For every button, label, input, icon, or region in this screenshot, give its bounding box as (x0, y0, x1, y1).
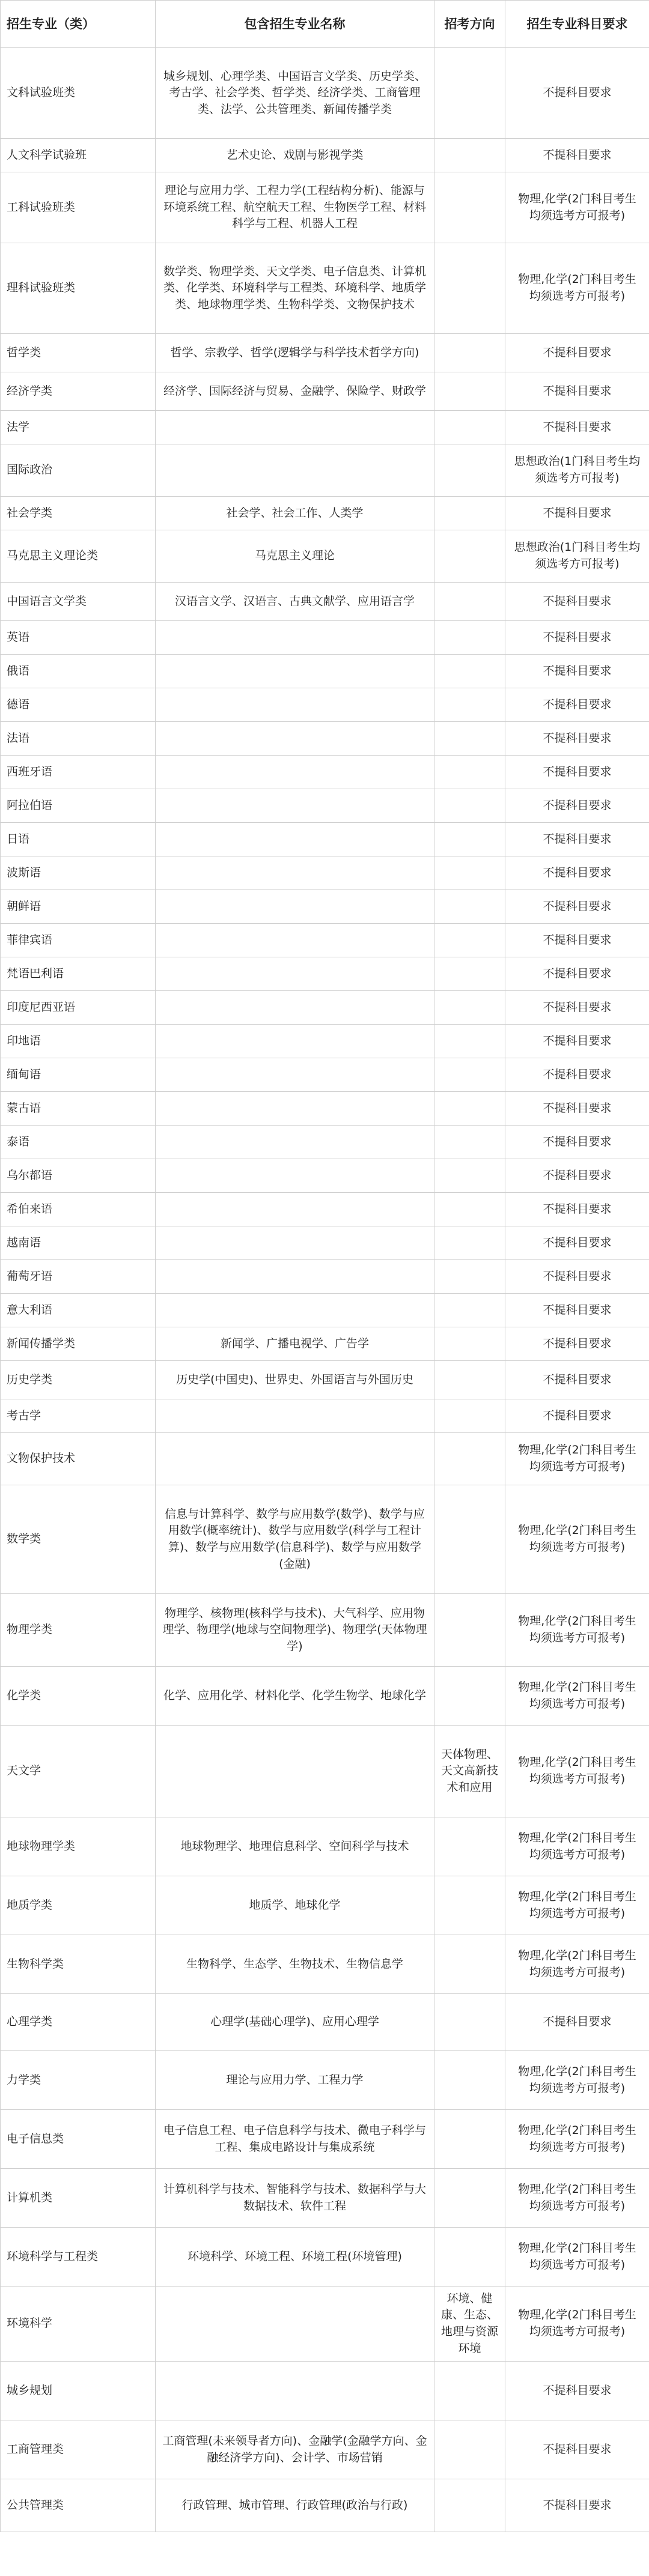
table-row (1, 1058, 649, 1092)
majors-cell (156, 823, 434, 856)
category-cell: 环境科学 (1, 2287, 156, 2362)
requirement-cell: 不提科目要求 (505, 411, 649, 444)
direction-cell (434, 444, 505, 497)
majors-cell (156, 924, 434, 957)
direction-cell (434, 2228, 505, 2287)
requirement-cell: 不提科目要求 (505, 2420, 649, 2479)
table-row (1, 372, 649, 411)
direction-cell (434, 139, 505, 172)
header-requirement: 招生专业科目要求 (505, 1, 649, 48)
majors-cell (156, 1260, 434, 1294)
header-majors: 包含招生专业名称 (156, 1, 434, 48)
majors-cell (156, 991, 434, 1025)
direction-cell (434, 2169, 505, 2228)
majors-cell: 汉语言文学、汉语言、古典文献学、应用语言学 (156, 583, 434, 621)
direction-cell (434, 722, 505, 756)
table-row (1, 756, 649, 789)
direction-cell (434, 1433, 505, 1485)
requirement-cell: 不提科目要求 (505, 1260, 649, 1294)
direction-cell (434, 172, 505, 243)
category-cell: 波斯语 (1, 856, 156, 890)
category-cell: 文物保护技术 (1, 1433, 156, 1485)
majors-cell: 数学类、物理学类、天文学类、电子信息类、计算机类、化学类、环境科学与工程类、环境科学、地质学类、地球物理学类、生物科学类、文物保护技术 (156, 243, 434, 334)
table-row (1, 444, 649, 497)
table-row (1, 1485, 649, 1594)
category-cell: 物理学类 (1, 1594, 156, 1667)
requirement-cell: 不提科目要求 (505, 621, 649, 655)
direction-cell (434, 243, 505, 334)
majors-cell (156, 2362, 434, 2420)
majors-cell: 经济学、国际经济与贸易、金融学、保险学、财政学 (156, 372, 434, 411)
majors-cell: 物理学、核物理(核科学与技术)、大气科学、应用物理学、物理学(地球与空间物理学)、物理学(天体物理学) (156, 1594, 434, 1667)
majors-cell: 化学、应用化学、材料化学、化学生物学、地球化学 (156, 1667, 434, 1726)
requirement-cell: 不提科目要求 (505, 2479, 649, 2532)
majors-cell (156, 890, 434, 924)
category-cell: 国际政治 (1, 444, 156, 497)
majors-cell: 工商管理(未来领导者方向)、金融学(金融学方向、金融经济学方向)、会计学、市场营销 (156, 2420, 434, 2479)
category-cell: 文科试验班类 (1, 48, 156, 139)
requirement-cell: 思想政治(1门科目考生均须选考方可报考) (505, 444, 649, 497)
requirement-cell: 不提科目要求 (505, 1058, 649, 1092)
majors-cell: 地质学、地球化学 (156, 1876, 434, 1935)
category-cell: 日语 (1, 823, 156, 856)
majors-cell (156, 1058, 434, 1092)
category-cell: 新闻传播学类 (1, 1327, 156, 1361)
majors-cell (156, 444, 434, 497)
requirement-cell: 不提科目要求 (505, 823, 649, 856)
direction-cell (434, 1485, 505, 1594)
requirement-cell: 不提科目要求 (505, 1399, 649, 1433)
requirement-cell: 物理,化学(2门科目考生均须选考方可报考) (505, 1485, 649, 1594)
category-cell: 社会学类 (1, 497, 156, 530)
table-row (1, 1260, 649, 1294)
category-cell: 天文学 (1, 1726, 156, 1817)
table-row (1, 655, 649, 688)
direction-cell (434, 1092, 505, 1126)
category-cell: 法语 (1, 722, 156, 756)
majors-cell (156, 1193, 434, 1226)
direction-cell (434, 856, 505, 890)
category-cell: 印度尼西亚语 (1, 991, 156, 1025)
direction-cell (434, 1594, 505, 1667)
requirement-cell: 不提科目要求 (505, 1025, 649, 1058)
table-row (1, 2362, 649, 2420)
category-cell: 历史学类 (1, 1361, 156, 1399)
direction-cell (434, 621, 505, 655)
requirement-cell: 不提科目要求 (505, 2362, 649, 2420)
table-row (1, 497, 649, 530)
table-row (1, 789, 649, 823)
table-row (1, 334, 649, 372)
category-cell: 数学类 (1, 1485, 156, 1594)
category-cell: 电子信息类 (1, 2110, 156, 2169)
category-cell: 越南语 (1, 1226, 156, 1260)
requirement-cell: 不提科目要求 (505, 1159, 649, 1193)
table-row (1, 2110, 649, 2169)
majors-cell: 行政管理、城市管理、行政管理(政治与行政) (156, 2479, 434, 2532)
category-cell: 蒙古语 (1, 1092, 156, 1126)
category-cell: 法学 (1, 411, 156, 444)
category-cell: 哲学类 (1, 334, 156, 372)
direction-cell (434, 991, 505, 1025)
table-row (1, 48, 649, 139)
table-row (1, 1126, 649, 1159)
majors-cell: 心理学(基础心理学)、应用心理学 (156, 1994, 434, 2051)
majors-cell: 社会学、社会工作、人类学 (156, 497, 434, 530)
direction-cell (434, 756, 505, 789)
direction-cell (434, 1126, 505, 1159)
majors-cell: 理论与应用力学、工程力学 (156, 2051, 434, 2110)
direction-cell (434, 334, 505, 372)
requirement-cell: 不提科目要求 (505, 48, 649, 139)
direction-cell (434, 2051, 505, 2110)
majors-cell (156, 957, 434, 991)
category-cell: 工商管理类 (1, 2420, 156, 2479)
majors-cell (156, 722, 434, 756)
direction-cell (434, 2362, 505, 2420)
table-row (1, 1193, 649, 1226)
direction-cell (434, 411, 505, 444)
requirement-cell: 物理,化学(2门科目考生均须选考方可报考) (505, 1726, 649, 1817)
direction-cell (434, 688, 505, 722)
direction-cell (434, 823, 505, 856)
requirement-cell: 物理,化学(2门科目考生均须选考方可报考) (505, 1876, 649, 1935)
requirement-cell: 不提科目要求 (505, 1193, 649, 1226)
requirement-cell: 不提科目要求 (505, 789, 649, 823)
majors-cell: 环境科学、环境工程、环境工程(环境管理) (156, 2228, 434, 2287)
category-cell: 英语 (1, 621, 156, 655)
direction-cell (434, 1193, 505, 1226)
requirement-cell: 物理,化学(2门科目考生均须选考方可报考) (505, 1594, 649, 1667)
table-row (1, 823, 649, 856)
requirement-cell: 不提科目要求 (505, 372, 649, 411)
header-direction: 招考方向 (434, 1, 505, 48)
majors-cell (156, 655, 434, 688)
direction-cell (434, 924, 505, 957)
majors-cell: 艺术史论、戏剧与影视学类 (156, 139, 434, 172)
category-cell: 考古学 (1, 1399, 156, 1433)
table-row (1, 2420, 649, 2479)
requirement-cell: 不提科目要求 (505, 497, 649, 530)
majors-cell: 马克思主义理论 (156, 530, 434, 583)
direction-cell (434, 1159, 505, 1193)
requirement-cell: 物理,化学(2门科目考生均须选考方可报考) (505, 2110, 649, 2169)
requirement-cell: 物理,化学(2门科目考生均须选考方可报考) (505, 2051, 649, 2110)
category-cell: 梵语巴利语 (1, 957, 156, 991)
majors-cell (156, 1025, 434, 1058)
requirement-cell: 物理,化学(2门科目考生均须选考方可报考) (505, 1667, 649, 1726)
table-row (1, 2287, 649, 2362)
header-category: 招生专业（类） (1, 1, 156, 48)
table-row (1, 621, 649, 655)
requirement-cell: 不提科目要求 (505, 957, 649, 991)
requirement-cell: 不提科目要求 (505, 688, 649, 722)
majors-cell: 理论与应用力学、工程力学(工程结构分析)、能源与环境系统工程、航空航天工程、生物医学工程、材料科学与工程、机器人工程 (156, 172, 434, 243)
table-row (1, 1935, 649, 1994)
majors-cell: 电子信息工程、电子信息科学与技术、微电子科学与工程、集成电路设计与集成系统 (156, 2110, 434, 2169)
majors-cell: 城乡规划、心理学类、中国语言文学类、历史学类、考古学、社会学类、哲学类、经济学类、工商管理类、法学、公共管理类、新闻传播学类 (156, 48, 434, 139)
requirement-cell: 物理,化学(2门科目考生均须选考方可报考) (505, 1433, 649, 1485)
requirement-cell: 不提科目要求 (505, 655, 649, 688)
direction-cell (434, 1935, 505, 1994)
majors-cell: 计算机科学与技术、智能科学与技术、数据科学与大数据技术、软件工程 (156, 2169, 434, 2228)
category-cell: 地质学类 (1, 1876, 156, 1935)
majors-cell (156, 621, 434, 655)
direction-cell (434, 655, 505, 688)
table-row (1, 172, 649, 243)
direction-cell (434, 1361, 505, 1399)
category-cell: 工科试验班类 (1, 172, 156, 243)
category-cell: 葡萄牙语 (1, 1260, 156, 1294)
majors-cell: 地球物理学、地理信息科学、空间科学与技术 (156, 1817, 434, 1876)
requirement-cell: 物理,化学(2门科目考生均须选考方可报考) (505, 1935, 649, 1994)
table-row (1, 2169, 649, 2228)
category-cell: 生物科学类 (1, 1935, 156, 1994)
table-row (1, 1726, 649, 1817)
table-row (1, 1361, 649, 1399)
requirement-cell: 物理,化学(2门科目考生均须选考方可报考) (505, 2287, 649, 2362)
majors-cell: 历史学(中国史)、世界史、外国语言与外国历史 (156, 1361, 434, 1399)
table-row (1, 243, 649, 334)
table-row (1, 1092, 649, 1126)
table-row (1, 856, 649, 890)
direction-cell (434, 1994, 505, 2051)
table-row (1, 2051, 649, 2110)
table-row (1, 1876, 649, 1935)
requirement-cell: 不提科目要求 (505, 1327, 649, 1361)
category-cell: 印地语 (1, 1025, 156, 1058)
table-row (1, 688, 649, 722)
majors-cell (156, 1726, 434, 1817)
category-cell: 意大利语 (1, 1294, 156, 1327)
majors-cell (156, 2287, 434, 2362)
category-cell: 希伯来语 (1, 1193, 156, 1226)
category-cell: 德语 (1, 688, 156, 722)
category-cell: 化学类 (1, 1667, 156, 1726)
category-cell: 泰语 (1, 1126, 156, 1159)
direction-cell (434, 530, 505, 583)
direction-cell (434, 2479, 505, 2532)
table-row (1, 2479, 649, 2532)
table-row (1, 1594, 649, 1667)
category-cell: 人文科学试验班 (1, 139, 156, 172)
table-row (1, 583, 649, 621)
table-row (1, 890, 649, 924)
direction-cell (434, 48, 505, 139)
majors-cell: 哲学、宗教学、哲学(逻辑学与科学技术哲学方向) (156, 334, 434, 372)
requirement-cell: 不提科目要求 (505, 890, 649, 924)
category-cell: 乌尔都语 (1, 1159, 156, 1193)
direction-cell (434, 1327, 505, 1361)
majors-cell (156, 1159, 434, 1193)
table-row (1, 991, 649, 1025)
requirement-cell: 不提科目要求 (505, 1226, 649, 1260)
requirement-cell: 不提科目要求 (505, 1294, 649, 1327)
category-cell: 朝鲜语 (1, 890, 156, 924)
direction-cell (434, 1667, 505, 1726)
category-cell: 环境科学与工程类 (1, 2228, 156, 2287)
category-cell: 西班牙语 (1, 756, 156, 789)
requirement-cell: 物理,化学(2门科目考生均须选考方可报考) (505, 2228, 649, 2287)
table-row (1, 411, 649, 444)
table-row (1, 1994, 649, 2051)
majors-cell: 生物科学、生态学、生物技术、生物信息学 (156, 1935, 434, 1994)
direction-cell (434, 2420, 505, 2479)
direction-cell (434, 1294, 505, 1327)
majors-cell (156, 1126, 434, 1159)
table-row (1, 1667, 649, 1726)
direction-cell (434, 1260, 505, 1294)
direction-cell (434, 497, 505, 530)
category-cell: 理科试验班类 (1, 243, 156, 334)
direction-cell (434, 583, 505, 621)
requirement-cell: 不提科目要求 (505, 1994, 649, 2051)
table-row (1, 1327, 649, 1361)
table-row (1, 1025, 649, 1058)
majors-cell (156, 1433, 434, 1485)
direction-cell (434, 372, 505, 411)
table-header-row (1, 1, 649, 48)
majors-cell (156, 1399, 434, 1433)
requirement-cell: 思想政治(1门科目考生均须选考方可报考) (505, 530, 649, 583)
majors-cell (156, 411, 434, 444)
direction-cell (434, 957, 505, 991)
table-row (1, 1817, 649, 1876)
direction-cell: 环境、健康、生态、地理与资源环境 (434, 2287, 505, 2362)
majors-cell (156, 1092, 434, 1126)
majors-cell (156, 1226, 434, 1260)
table-row (1, 1399, 649, 1433)
table-row (1, 957, 649, 991)
category-cell: 缅甸语 (1, 1058, 156, 1092)
direction-cell (434, 1025, 505, 1058)
requirement-cell: 不提科目要求 (505, 139, 649, 172)
category-cell: 心理学类 (1, 1994, 156, 2051)
majors-cell: 信息与计算科学、数学与应用数学(数学)、数学与应用数学(概率统计)、数学与应用数学(科学与工程计算)、数学与应用数学(信息科学)、数学与应用数学(金融) (156, 1485, 434, 1594)
requirement-cell: 不提科目要求 (505, 1092, 649, 1126)
table-row (1, 2228, 649, 2287)
table-row (1, 1433, 649, 1485)
requirement-cell: 不提科目要求 (505, 722, 649, 756)
direction-cell (434, 1817, 505, 1876)
requirement-cell: 不提科目要求 (505, 856, 649, 890)
category-cell: 中国语言文学类 (1, 583, 156, 621)
category-cell: 计算机类 (1, 2169, 156, 2228)
category-cell: 菲律宾语 (1, 924, 156, 957)
category-cell: 城乡规划 (1, 2362, 156, 2420)
requirement-cell: 不提科目要求 (505, 756, 649, 789)
requirement-cell: 物理,化学(2门科目考生均须选考方可报考) (505, 172, 649, 243)
majors-cell: 新闻学、广播电视学、广告学 (156, 1327, 434, 1361)
requirement-cell: 物理,化学(2门科目考生均须选考方可报考) (505, 2169, 649, 2228)
direction-cell: 天体物理、天文高新技术和应用 (434, 1726, 505, 1817)
table-row (1, 722, 649, 756)
table-row (1, 139, 649, 172)
requirement-cell: 不提科目要求 (505, 1126, 649, 1159)
table-row (1, 530, 649, 583)
requirement-cell: 物理,化学(2门科目考生均须选考方可报考) (505, 1817, 649, 1876)
table-row (1, 1159, 649, 1193)
table-row (1, 924, 649, 957)
direction-cell (434, 2110, 505, 2169)
direction-cell (434, 1226, 505, 1260)
direction-cell (434, 890, 505, 924)
category-cell: 地球物理学类 (1, 1817, 156, 1876)
direction-cell (434, 1399, 505, 1433)
requirement-cell: 不提科目要求 (505, 334, 649, 372)
category-cell: 阿拉伯语 (1, 789, 156, 823)
requirement-cell: 物理,化学(2门科目考生均须选考方可报考) (505, 243, 649, 334)
category-cell: 力学类 (1, 2051, 156, 2110)
majors-cell (156, 756, 434, 789)
category-cell: 经济学类 (1, 372, 156, 411)
direction-cell (434, 1058, 505, 1092)
requirement-cell: 不提科目要求 (505, 991, 649, 1025)
category-cell: 俄语 (1, 655, 156, 688)
requirement-cell: 不提科目要求 (505, 583, 649, 621)
requirement-cell: 不提科目要求 (505, 1361, 649, 1399)
majors-cell (156, 1294, 434, 1327)
direction-cell (434, 1876, 505, 1935)
table-row (1, 1294, 649, 1327)
table-row (1, 1226, 649, 1260)
requirement-cell: 不提科目要求 (505, 924, 649, 957)
category-cell: 马克思主义理论类 (1, 530, 156, 583)
direction-cell (434, 789, 505, 823)
majors-cell (156, 688, 434, 722)
majors-cell (156, 856, 434, 890)
category-cell: 公共管理类 (1, 2479, 156, 2532)
majors-cell (156, 789, 434, 823)
